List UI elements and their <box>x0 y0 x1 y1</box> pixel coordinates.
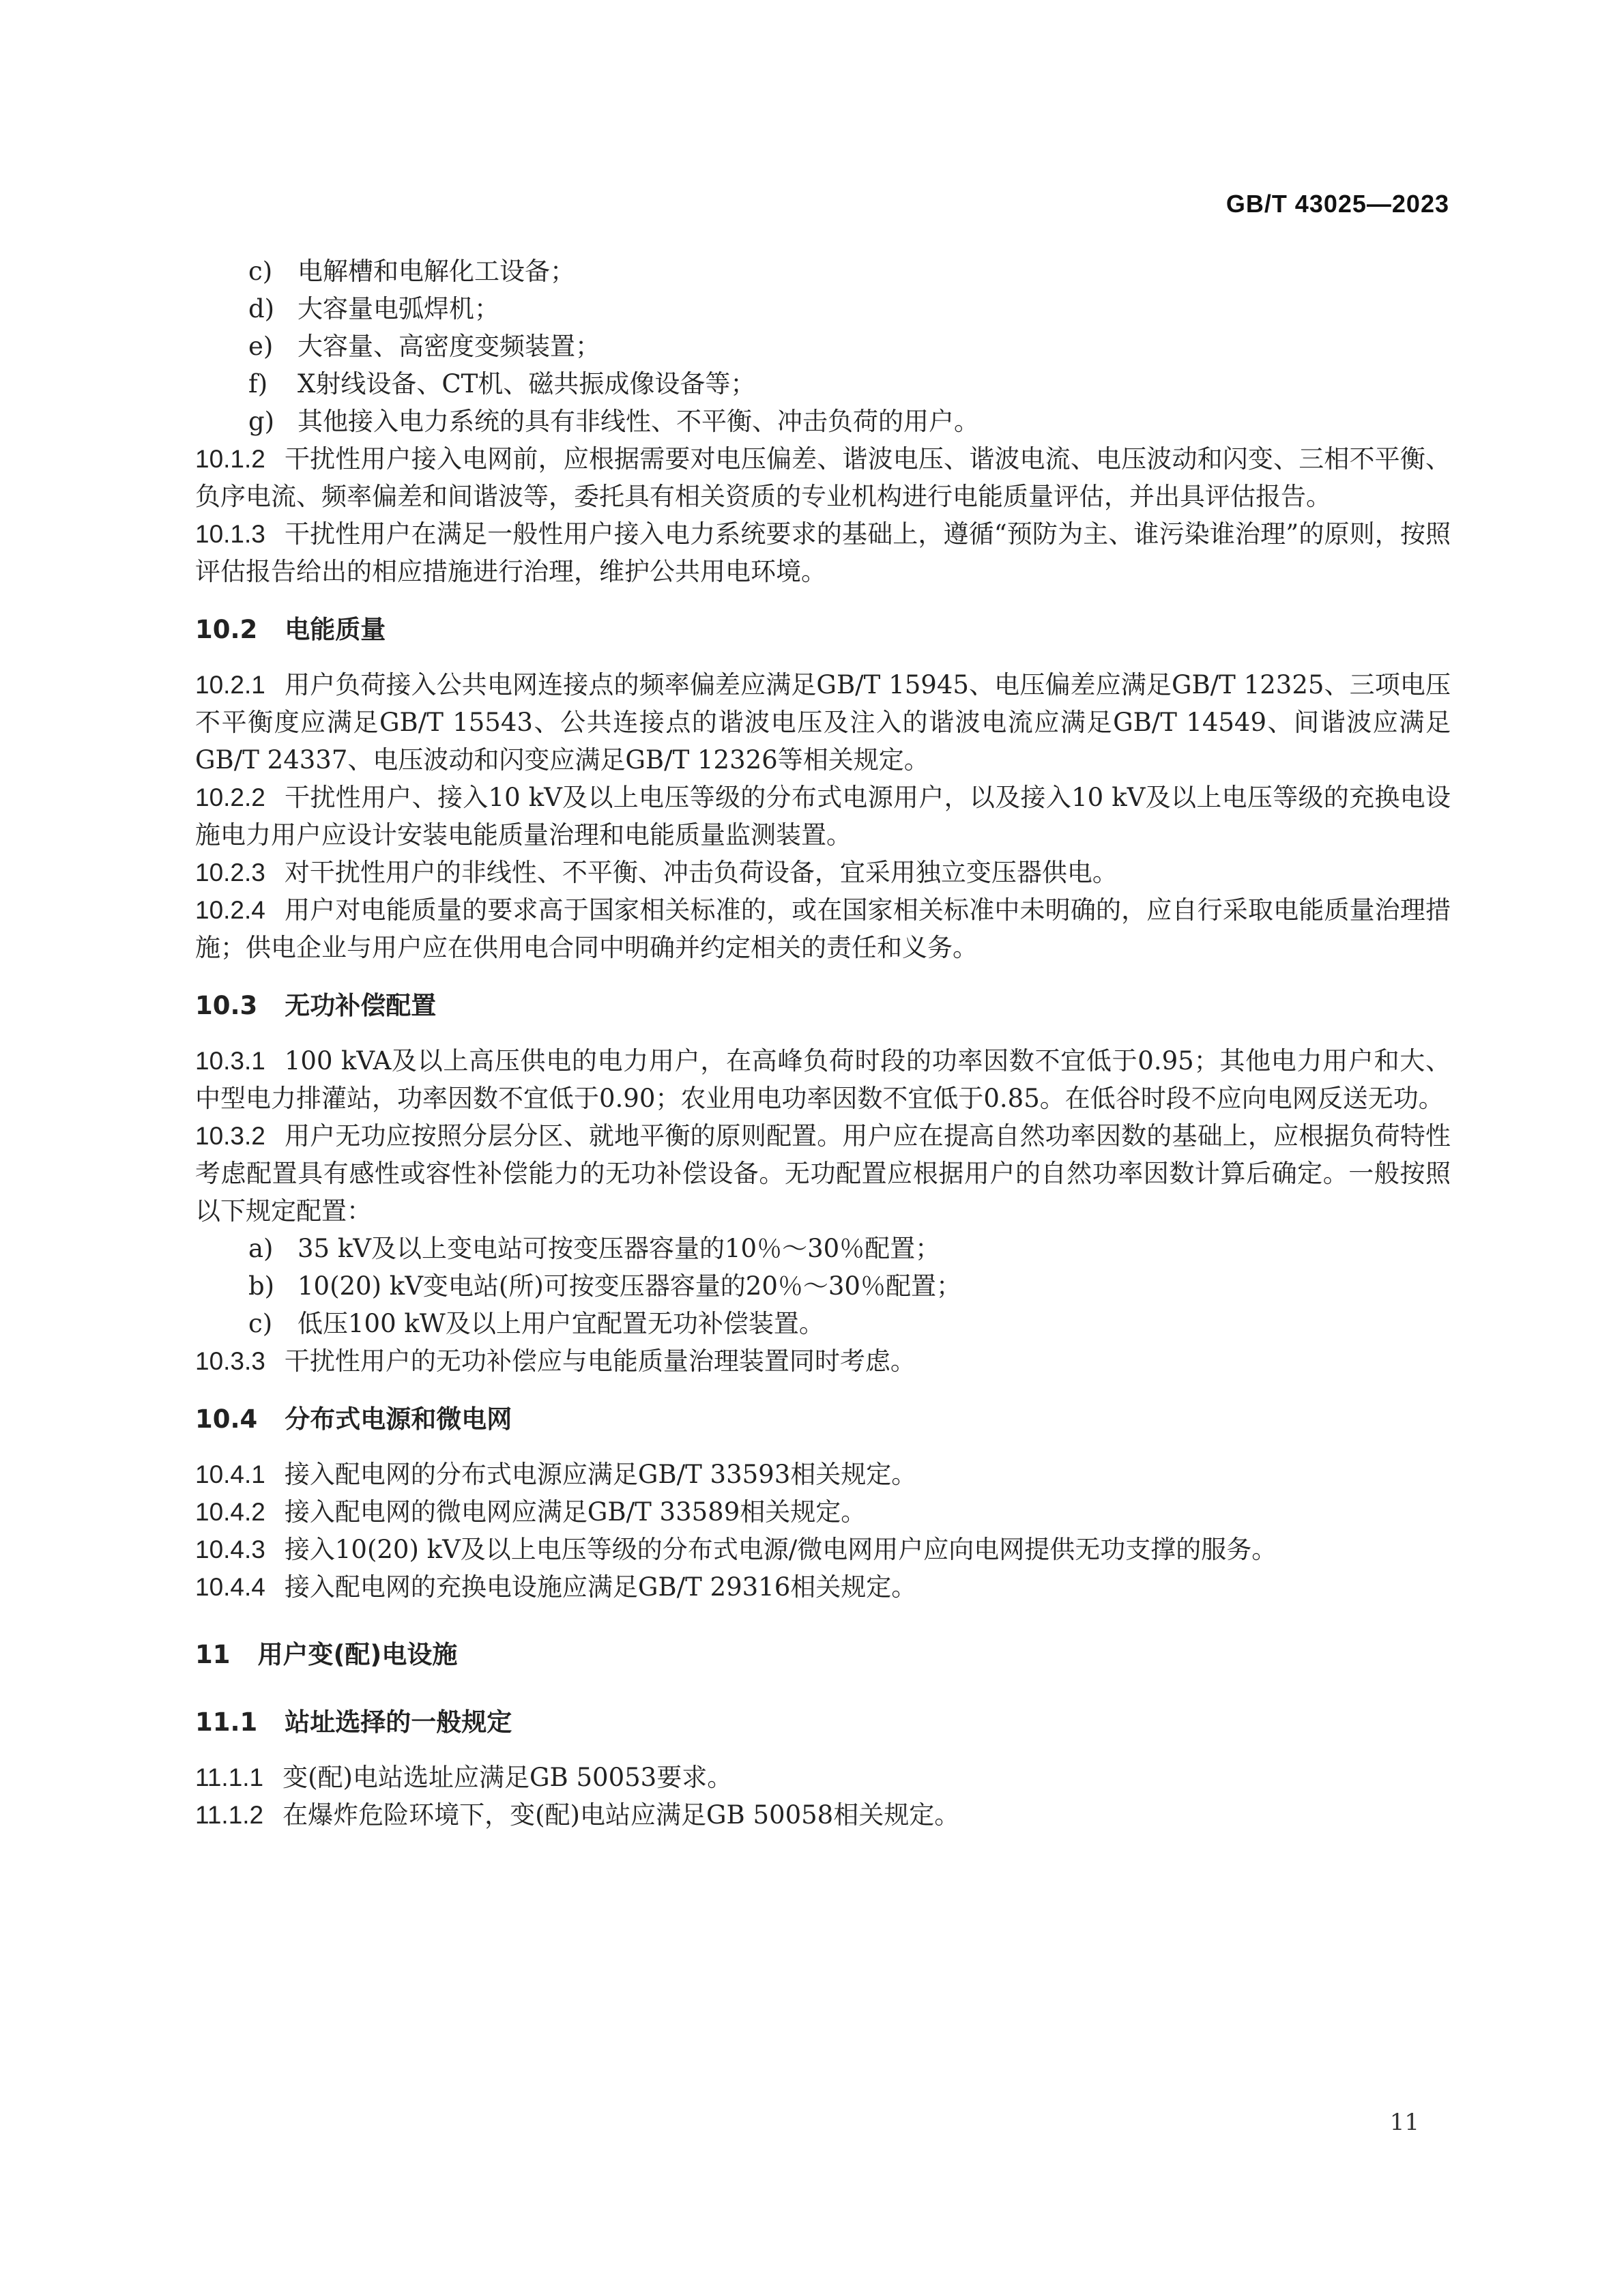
clause-10-4-1 <box>195 1456 1451 1493</box>
clause-text: 干扰性用户接入电网前，应根据需要对电压偏差、谐波电压、谐波电流、电压波动和闪变、三相不平衡、负序电流、频率偏差和间谐波等，委托具有相关资质的专业机构进行电能质量评估，并出具评估报告。 <box>195 444 1451 511</box>
clause-text: 100 kVA及以上高压供电的电力用户，在高峰负荷时段的功率因数不宜低于0.95；其他电力用户和大、中型电力排灌站，功率因数不宜低于0.90；农业用电功率因数不宜低于0.85。在低谷时段不应向电网反送无功。 <box>195 1046 1451 1113</box>
clause-number: 10.3.1 <box>195 1047 265 1075</box>
clause-10-3-1 <box>195 1042 1451 1117</box>
clause-text: 接入配电网的分布式电源应满足GB/T 33593相关规定。 <box>284 1460 917 1489</box>
clause-10-1-3 <box>195 515 1451 590</box>
clause-text: 接入10(20) kV及以上电压等级的分布式电源/微电网用户应向电网提供无功支撑的服务。 <box>284 1535 1277 1564</box>
clause-10-4-2 <box>195 1493 1451 1531</box>
section-title: 站址选择的一般规定 <box>285 1707 512 1737</box>
clause-text: 在爆炸危险环境下，变(配)电站应满足GB 50058相关规定。 <box>282 1800 960 1830</box>
clause-number: 10.4.3 <box>195 1535 265 1563</box>
clause-number: 11.1.2 <box>195 1801 264 1829</box>
section-heading-10-3 <box>195 987 1451 1024</box>
clause-text: 用户无功应按照分层分区、就地平衡的原则配置。用户应在提高自然功率因数的基础上，应根据负荷特性考虑配置具有感性或容性补偿能力的无功补偿设备。无功配置应根据用户的自然功率因数计算后确定。一般按照以下规定配置： <box>195 1121 1451 1226</box>
list-marker: d) <box>248 294 275 323</box>
clause-number: 10.3.2 <box>195 1122 265 1150</box>
list-item <box>195 1267 1451 1305</box>
page-content <box>195 253 1451 1834</box>
clause-number: 10.2.3 <box>195 859 265 886</box>
list-marker: a) <box>248 1234 274 1263</box>
list-item <box>195 365 1451 403</box>
clause-number: 10.4.1 <box>195 1460 265 1488</box>
list-marker: g) <box>248 407 275 436</box>
clause-text: 变(配)电站选址应满足GB 50053要求。 <box>282 1763 733 1792</box>
section-number: 10.4 <box>195 1404 258 1434</box>
list-item-text: 其他接入电力系统的具有非线性、不平衡、冲击负荷的用户。 <box>298 407 979 436</box>
clause-number: 10.3.3 <box>195 1347 265 1375</box>
section-number: 10.2 <box>195 615 258 644</box>
list-item-text: 大容量、高密度变频装置； <box>298 332 600 361</box>
section-heading-10-2 <box>195 611 1451 648</box>
clause-10-3-3 <box>195 1342 1451 1380</box>
section-title: 无功补偿配置 <box>285 991 437 1020</box>
clause-number: 10.1.2 <box>195 445 265 473</box>
list-item-text: 大容量电弧焊机； <box>298 294 499 323</box>
chapter-number: 11 <box>195 1640 231 1669</box>
clause-number: 10.4.4 <box>195 1573 265 1601</box>
section-number: 11.1 <box>195 1707 258 1737</box>
list-item <box>195 253 1451 290</box>
section-heading-11-1 <box>195 1703 1451 1741</box>
list-item-text: 35 kV及以上变电站可按变压器容量的10％～30％配置； <box>298 1234 941 1263</box>
clause-10-2-4 <box>195 891 1451 966</box>
clause-text: 用户对电能质量的要求高于国家相关标准的，或在国家相关标准中未明确的，应自行采取电能质量治理措施；供电企业与用户应在供用电合同中明确并约定相关的责任和义务。 <box>195 895 1451 962</box>
list-marker: b) <box>248 1271 275 1301</box>
clause-text: 接入配电网的充换电设施应满足GB/T 29316相关规定。 <box>284 1572 917 1602</box>
clause-10-1-2 <box>195 440 1451 515</box>
clause-text: 用户负荷接入公共电网连接点的频率偏差应满足GB/T 15945、电压偏差应满足GB/T 12325、三项电压不平衡度应满足GB/T 15543、公共连接点的谐波电压及注入的谐波电流应满足GB/T 14549、间谐波应满足GB/T 24337、电压波动和闪变应满足GB/T 12326等相关规定。 <box>195 670 1451 775</box>
clause-11-1-1 <box>195 1759 1451 1796</box>
list-item <box>195 403 1451 440</box>
list-item <box>195 328 1451 365</box>
clause-10-2-1 <box>195 666 1451 779</box>
clause-text: 对干扰性用户的非线性、不平衡、冲击负荷设备，宜采用独立变压器供电。 <box>284 858 1118 887</box>
clause-number: 10.2.4 <box>195 896 265 924</box>
list-marker: e) <box>248 332 274 361</box>
section-title: 电能质量 <box>285 615 386 644</box>
chapter-title: 用户变(配)电设施 <box>257 1640 458 1669</box>
clause-11-1-2 <box>195 1796 1451 1834</box>
list-item-text: 电解槽和电解化工设备； <box>298 257 575 286</box>
clause-text: 干扰性用户、接入10 kV及以上电压等级的分布式电源用户，以及接入10 kV及以上电压等级的充换电设施电力用户应设计安装电能质量治理和电能质量监测装置。 <box>195 783 1451 850</box>
page-number: 11 <box>1389 2109 1419 2136</box>
standard-code-header: GB/T 43025—2023 <box>1226 190 1449 218</box>
clause-number: 10.2.1 <box>195 671 265 699</box>
section-heading-10-4 <box>195 1400 1451 1438</box>
clause-number: 10.1.3 <box>195 520 265 548</box>
list-item <box>195 290 1451 328</box>
list-item-text: 10(20) kV变电站(所)可按变压器容量的20％～30％配置； <box>298 1271 961 1301</box>
list-marker: f) <box>248 369 268 399</box>
clause-10-2-2 <box>195 779 1451 854</box>
section-title: 分布式电源和微电网 <box>285 1404 512 1434</box>
clause-number: 10.2.2 <box>195 783 265 811</box>
list-item-text: 低压100 kW及以上用户宜配置无功补偿装置。 <box>298 1309 824 1338</box>
clause-10-4-4 <box>195 1568 1451 1606</box>
clause-text: 干扰性用户在满足一般性用户接入电力系统要求的基础上，遵循“预防为主、谁污染谁治理”的原则，按照评估报告给出的相应措施进行治理，维护公共用电环境。 <box>195 519 1451 586</box>
clause-10-3-2 <box>195 1117 1451 1230</box>
clause-10-4-3 <box>195 1531 1451 1568</box>
clause-number: 10.4.2 <box>195 1498 265 1526</box>
list-item-text: X射线设备、CT机、磁共振成像设备等； <box>298 369 756 399</box>
clause-10-2-3 <box>195 854 1451 891</box>
section-number: 10.3 <box>195 991 258 1020</box>
chapter-heading-11 <box>195 1636 1451 1673</box>
clause-text: 干扰性用户的无功补偿应与电能质量治理装置同时考虑。 <box>284 1346 916 1376</box>
list-marker: c) <box>248 257 273 286</box>
list-item <box>195 1305 1451 1342</box>
list-marker: c) <box>248 1309 273 1338</box>
list-item <box>195 1230 1451 1267</box>
clause-number: 11.1.1 <box>195 1763 264 1791</box>
clause-text: 接入配电网的微电网应满足GB/T 33589相关规定。 <box>284 1497 867 1527</box>
